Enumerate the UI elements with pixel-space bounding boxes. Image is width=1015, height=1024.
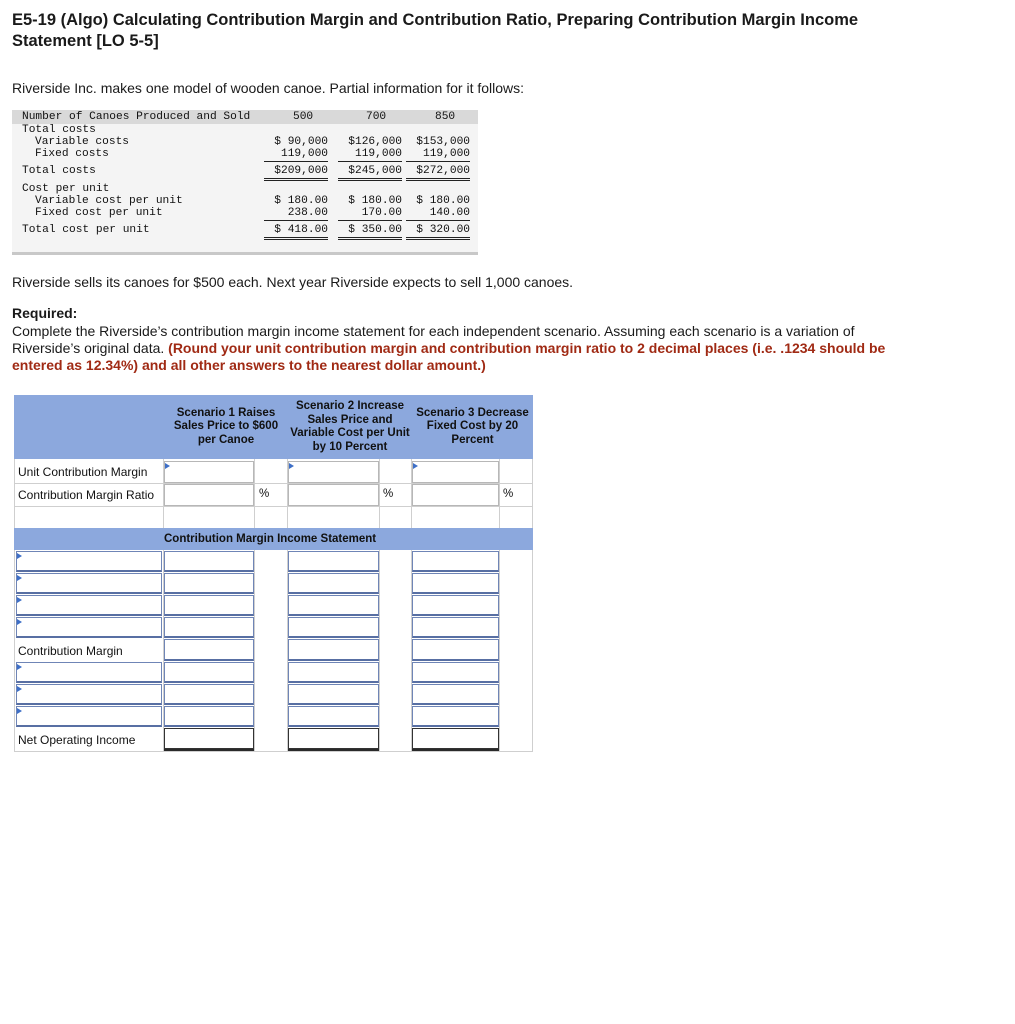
statement-amount-2-s3[interactable] xyxy=(412,573,499,594)
statement-amount-5-s1[interactable] xyxy=(164,662,254,683)
var-cost-per-unit-500: $ 180.00 xyxy=(274,195,328,207)
variable-cost-850: $153,000 xyxy=(416,136,470,148)
grid-line xyxy=(254,459,255,528)
fixed-cost-per-unit-label: Fixed cost per unit xyxy=(35,207,163,219)
statement-amount-4-s3[interactable] xyxy=(412,617,499,638)
total-costs-row-label: Total costs xyxy=(22,165,96,177)
total-cost-per-unit-label: Total cost per unit xyxy=(22,224,150,236)
required-body: Complete the Riverside’s contribution margin income statement for each independent scenario. Assuming each scenario is a variation of Riverside’s original data. xyxy=(12,323,855,356)
statement-amount-4-s2[interactable] xyxy=(288,617,379,638)
variable-costs-label: Variable costs xyxy=(35,136,129,148)
statement-amount-4-s1[interactable] xyxy=(164,617,254,638)
total-cost-per-unit-500: $ 418.00 xyxy=(264,224,328,240)
total-costs-heading: Total costs xyxy=(22,124,96,136)
contribution-margin-label: Contribution Margin xyxy=(18,644,123,658)
statement-label-input-5[interactable] xyxy=(16,662,162,683)
percent-sign-3: % xyxy=(503,488,514,500)
rounding-instruction: (Round your unit contribution margin and contribution margin ratio to 2 decimal places (i.e. .1234 should be entered as 12.34%) and all other answers to the nearest dollar amount.) xyxy=(12,340,886,373)
income-statement-section xyxy=(14,528,533,550)
grid-line xyxy=(379,459,380,528)
statement-amount-2-s2[interactable] xyxy=(288,573,379,594)
grid-line xyxy=(532,459,533,752)
col-500: 500 xyxy=(293,111,314,123)
statement-label-input-6[interactable] xyxy=(16,684,162,705)
statement-amount-3-s1[interactable] xyxy=(164,595,254,616)
unit-cm-input-3[interactable] xyxy=(412,461,499,483)
col-700: 700 xyxy=(366,111,387,123)
col-850: 850 xyxy=(435,111,456,123)
grid-line xyxy=(14,459,15,752)
statement-amount-5-s2[interactable] xyxy=(288,662,379,683)
total-cost-per-unit-850: $ 320.00 xyxy=(406,224,470,240)
var-cost-per-unit-700: $ 180.00 xyxy=(348,195,402,207)
net-operating-income-s2[interactable] xyxy=(288,728,379,749)
grid-line xyxy=(14,506,533,507)
contribution-margin-s1[interactable] xyxy=(164,639,254,661)
contribution-margin-s2[interactable] xyxy=(288,639,379,661)
statement-amount-6-s2[interactable] xyxy=(288,684,379,705)
total-cost-per-unit-700: $ 350.00 xyxy=(338,224,402,240)
double-underline xyxy=(288,749,379,751)
cm-ratio-input-3[interactable] xyxy=(412,484,499,506)
statement-label-input-1[interactable] xyxy=(16,551,162,572)
statement-amount-7-s2[interactable] xyxy=(288,706,379,727)
statement-amount-7-s1[interactable] xyxy=(164,706,254,727)
total-cost-500: $209,000 xyxy=(264,165,328,181)
fixed-cost-per-unit-500: 238.00 xyxy=(264,207,328,221)
fixed-cost-per-unit-850: 140.00 xyxy=(406,207,470,221)
variable-cost-500: $ 90,000 xyxy=(274,136,328,148)
total-cost-700: $245,000 xyxy=(338,165,402,181)
grid-line xyxy=(14,751,533,752)
cm-ratio-input-1[interactable] xyxy=(164,484,254,506)
fixed-cost-850: 119,000 xyxy=(406,148,470,162)
statement-label-input-7[interactable] xyxy=(16,706,162,727)
percent-sign-2: % xyxy=(383,488,394,500)
statement-amount-6-s3[interactable] xyxy=(412,684,499,705)
statement-amount-5-s3[interactable] xyxy=(412,662,499,683)
income-statement-title: Contribution Margin Income Statement xyxy=(164,533,377,545)
var-cost-per-unit-label: Variable cost per unit xyxy=(35,195,183,207)
problem-title: E5-19 (Algo) Calculating Contribution Margin and Contribution Ratio, Preparing Contribution Margin Income Statement [LO 5-5] xyxy=(12,11,859,50)
scenario-2-header: Scenario 2 Increase Sales Price and Variable Cost per Unit by 10 Percent xyxy=(288,395,412,459)
fixed-cost-500: 119,000 xyxy=(264,148,328,162)
contribution-margin-s3[interactable] xyxy=(412,639,499,661)
statement-label-input-2[interactable] xyxy=(16,573,162,594)
scenario-3-header: Scenario 3 Decrease Fixed Cost by 20 Percent xyxy=(412,395,533,459)
statement-amount-1-s2[interactable] xyxy=(288,551,379,572)
statement-amount-3-s2[interactable] xyxy=(288,595,379,616)
grid-line xyxy=(254,550,255,752)
answer-grid xyxy=(14,395,533,752)
statement-amount-2-s1[interactable] xyxy=(164,573,254,594)
cost-per-unit-heading: Cost per unit xyxy=(22,183,110,195)
statement-amount-7-s3[interactable] xyxy=(412,706,499,727)
units-header-label: Number of Canoes Produced and Sold xyxy=(22,111,251,123)
cm-ratio-input-2[interactable] xyxy=(288,484,379,506)
statement-amount-3-s3[interactable] xyxy=(412,595,499,616)
given-data-table xyxy=(12,110,478,255)
unit-cm-input-1[interactable] xyxy=(164,461,254,483)
double-underline xyxy=(412,749,499,751)
unit-cm-input-2[interactable] xyxy=(288,461,379,483)
grid-line xyxy=(499,459,500,528)
unit-cm-label: Unit Contribution Margin xyxy=(18,465,148,479)
var-cost-per-unit-850: $ 180.00 xyxy=(416,195,470,207)
fixed-costs-label: Fixed costs xyxy=(35,148,109,160)
net-operating-income-s1[interactable] xyxy=(164,728,254,749)
total-cost-850: $272,000 xyxy=(406,165,470,181)
intro-text: Riverside Inc. makes one model of wooden canoe. Partial information for it follows: xyxy=(12,80,525,96)
fixed-cost-per-unit-700: 170.00 xyxy=(338,207,402,221)
statement-amount-1-s3[interactable] xyxy=(412,551,499,572)
statement-label-input-3[interactable] xyxy=(16,595,162,616)
sales-info-text: Riverside sells its canoes for $500 each. Next year Riverside expects to sell 1,000 canoes. xyxy=(12,274,574,290)
fixed-cost-700: 119,000 xyxy=(338,148,402,162)
grid-line xyxy=(499,550,500,752)
statement-amount-6-s1[interactable] xyxy=(164,684,254,705)
net-operating-income-s3[interactable] xyxy=(412,728,499,749)
statement-amount-1-s1[interactable] xyxy=(164,551,254,572)
double-underline xyxy=(164,749,254,751)
statement-label-input-4[interactable] xyxy=(16,617,162,638)
scenario-1-header: Scenario 1 Raises Sales Price to $600 per Canoe xyxy=(164,395,288,459)
percent-sign-1: % xyxy=(259,488,270,500)
required-text xyxy=(12,323,892,374)
required-heading: Required: xyxy=(12,305,78,321)
grid-line xyxy=(379,550,380,752)
variable-cost-700: $126,000 xyxy=(348,136,402,148)
cm-ratio-label: Contribution Margin Ratio xyxy=(18,488,155,502)
net-operating-income-label: Net Operating Income xyxy=(18,733,136,747)
